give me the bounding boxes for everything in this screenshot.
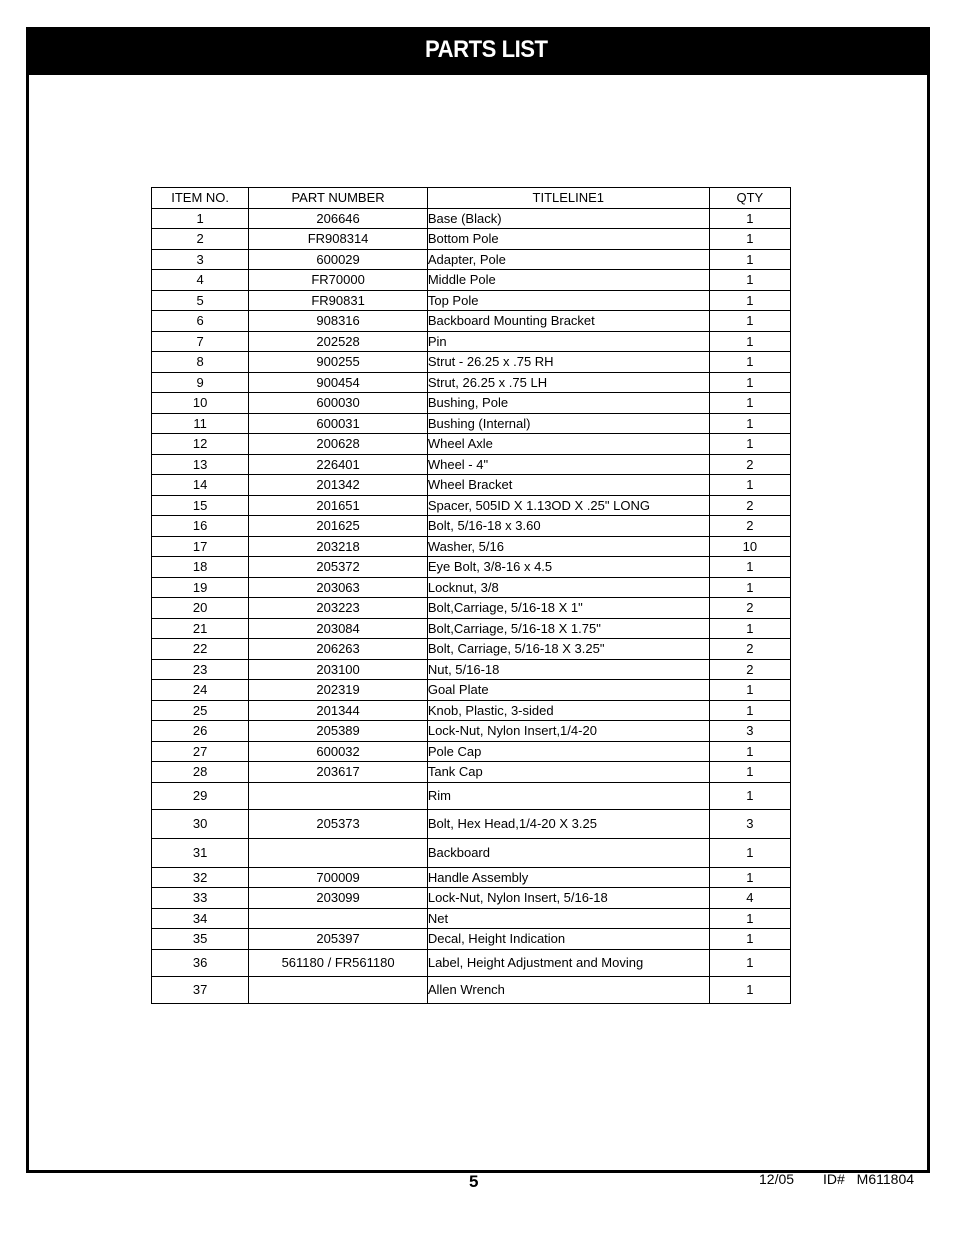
title-cell: Pin: [427, 331, 709, 352]
table-row: [152, 290, 791, 311]
qty-cell: 1: [709, 577, 790, 598]
part-number-cell: 600030: [249, 393, 428, 414]
item-no-cell: 7: [152, 331, 249, 352]
part-number-cell: 561180 / FR561180: [249, 949, 428, 976]
part-number-cell: 205389: [249, 721, 428, 742]
table-row: [152, 949, 791, 976]
table-row: [152, 782, 791, 809]
qty-cell: 1: [709, 976, 790, 1003]
title-cell: Backboard Mounting Bracket: [427, 311, 709, 332]
title-cell: Adapter, Pole: [427, 249, 709, 270]
part-number-cell: 600029: [249, 249, 428, 270]
table-row: [152, 659, 791, 680]
table-row: [152, 618, 791, 639]
item-no-cell: 13: [152, 454, 249, 475]
item-no-cell: 6: [152, 311, 249, 332]
part-number-cell: 203617: [249, 762, 428, 783]
table-row: [152, 908, 791, 929]
part-number-cell: 201625: [249, 516, 428, 537]
item-no-cell: 27: [152, 741, 249, 762]
part-number-cell: 201651: [249, 495, 428, 516]
title-cell: Lock-Nut, Nylon Insert,1/4-20: [427, 721, 709, 742]
qty-cell: 1: [709, 311, 790, 332]
item-no-cell: 26: [152, 721, 249, 742]
title-cell: Bolt,Carriage, 5/16-18 X 1.75": [427, 618, 709, 639]
item-no-cell: 8: [152, 352, 249, 373]
table-row: [152, 475, 791, 496]
part-number-cell: 600032: [249, 741, 428, 762]
qty-cell: 1: [709, 331, 790, 352]
title-cell: Knob, Plastic, 3-sided: [427, 700, 709, 721]
item-no-cell: 32: [152, 867, 249, 888]
table-row: [152, 976, 791, 1003]
qty-cell: 1: [709, 867, 790, 888]
qty-cell: 1: [709, 680, 790, 701]
title-cell: Bolt, Carriage, 5/16-18 X 3.25": [427, 639, 709, 660]
item-no-cell: 33: [152, 888, 249, 909]
item-no-cell: 37: [152, 976, 249, 1003]
part-number-cell: 202528: [249, 331, 428, 352]
qty-cell: 2: [709, 516, 790, 537]
qty-cell: 1: [709, 372, 790, 393]
title-cell: Locknut, 3/8: [427, 577, 709, 598]
table-row: [152, 536, 791, 557]
table-row: [152, 741, 791, 762]
title-cell: Bolt,Carriage, 5/16-18 X 1": [427, 598, 709, 619]
title-cell: Tank Cap: [427, 762, 709, 783]
table-row: [152, 721, 791, 742]
table-row: [152, 311, 791, 332]
table-row: [152, 838, 791, 867]
column-header-qty: QTY: [709, 188, 790, 209]
qty-cell: 1: [709, 782, 790, 809]
item-no-cell: 19: [152, 577, 249, 598]
item-no-cell: 3: [152, 249, 249, 270]
part-number-cell: 900454: [249, 372, 428, 393]
item-no-cell: 35: [152, 929, 249, 950]
table-row: [152, 352, 791, 373]
table-row: [152, 393, 791, 414]
part-number-cell: FR70000: [249, 270, 428, 291]
part-number-cell: [249, 976, 428, 1003]
table-row: [152, 434, 791, 455]
part-number-cell: 205373: [249, 809, 428, 838]
qty-cell: 1: [709, 741, 790, 762]
part-number-cell: 200628: [249, 434, 428, 455]
title-cell: Strut - 26.25 x .75 RH: [427, 352, 709, 373]
part-number-cell: [249, 782, 428, 809]
qty-cell: 1: [709, 290, 790, 311]
table-row: [152, 270, 791, 291]
item-no-cell: 4: [152, 270, 249, 291]
part-number-cell: 700009: [249, 867, 428, 888]
table-row: [152, 331, 791, 352]
footer-date: 12/05: [759, 1171, 795, 1187]
table-row: [152, 557, 791, 578]
title-cell: Bushing, Pole: [427, 393, 709, 414]
part-number-cell: 206263: [249, 639, 428, 660]
part-number-cell: 205397: [249, 929, 428, 950]
title-cell: Rim: [427, 782, 709, 809]
part-number-cell: 908316: [249, 311, 428, 332]
table-row: [152, 762, 791, 783]
title-cell: Bottom Pole: [427, 229, 709, 250]
item-no-cell: 21: [152, 618, 249, 639]
title-cell: Goal Plate: [427, 680, 709, 701]
table-header-row: [152, 188, 791, 209]
part-number-cell: 205372: [249, 557, 428, 578]
table-row: [152, 700, 791, 721]
item-no-cell: 30: [152, 809, 249, 838]
part-number-cell: 226401: [249, 454, 428, 475]
title-cell: Allen Wrench: [427, 976, 709, 1003]
title-cell: Eye Bolt, 3/8-16 x 4.5: [427, 557, 709, 578]
item-no-cell: 31: [152, 838, 249, 867]
qty-cell: 1: [709, 352, 790, 373]
table-row: [152, 413, 791, 434]
part-number-cell: [249, 908, 428, 929]
qty-cell: 3: [709, 809, 790, 838]
item-no-cell: 11: [152, 413, 249, 434]
title-cell: Top Pole: [427, 290, 709, 311]
qty-cell: 1: [709, 618, 790, 639]
title-cell: Nut, 5/16-18: [427, 659, 709, 680]
qty-cell: 2: [709, 598, 790, 619]
part-number-cell: FR90831: [249, 290, 428, 311]
qty-cell: 1: [709, 434, 790, 455]
title-cell: Lock-Nut, Nylon Insert, 5/16-18: [427, 888, 709, 909]
item-no-cell: 29: [152, 782, 249, 809]
table-row: [152, 867, 791, 888]
qty-cell: 1: [709, 229, 790, 250]
table-row: [152, 598, 791, 619]
table-row: [152, 495, 791, 516]
part-number-cell: 202319: [249, 680, 428, 701]
part-number-cell: 201342: [249, 475, 428, 496]
part-number-cell: 203099: [249, 888, 428, 909]
title-cell: Handle Assembly: [427, 867, 709, 888]
qty-cell: 1: [709, 908, 790, 929]
item-no-cell: 15: [152, 495, 249, 516]
item-no-cell: 24: [152, 680, 249, 701]
item-no-cell: 5: [152, 290, 249, 311]
item-no-cell: 22: [152, 639, 249, 660]
table-row: [152, 809, 791, 838]
qty-cell: 1: [709, 475, 790, 496]
qty-cell: 1: [709, 929, 790, 950]
table-row: [152, 249, 791, 270]
page-title: PARTS LIST: [425, 36, 548, 63]
item-no-cell: 34: [152, 908, 249, 929]
qty-cell: 4: [709, 888, 790, 909]
item-no-cell: 9: [152, 372, 249, 393]
footer-document-id: ID# M611804: [823, 1171, 915, 1187]
column-header-title: TITLELINE1: [427, 188, 709, 209]
table-row: [152, 577, 791, 598]
title-cell: Base (Black): [427, 208, 709, 229]
item-no-cell: 1: [152, 208, 249, 229]
item-no-cell: 36: [152, 949, 249, 976]
title-cell: Wheel - 4": [427, 454, 709, 475]
qty-cell: 10: [709, 536, 790, 557]
qty-cell: 1: [709, 949, 790, 976]
qty-cell: 1: [709, 762, 790, 783]
table-row: [152, 929, 791, 950]
part-number-cell: 203223: [249, 598, 428, 619]
item-no-cell: 28: [152, 762, 249, 783]
part-number-cell: 600031: [249, 413, 428, 434]
title-cell: Backboard: [427, 838, 709, 867]
part-number-cell: 203084: [249, 618, 428, 639]
item-no-cell: 20: [152, 598, 249, 619]
part-number-cell: FR908314: [249, 229, 428, 250]
title-cell: Bolt, 5/16-18 x 3.60: [427, 516, 709, 537]
qty-cell: 1: [709, 249, 790, 270]
part-number-cell: 203063: [249, 577, 428, 598]
table-row: [152, 454, 791, 475]
table-row: [152, 888, 791, 909]
part-number-cell: 900255: [249, 352, 428, 373]
part-number-cell: [249, 838, 428, 867]
qty-cell: 2: [709, 659, 790, 680]
title-cell: Strut, 26.25 x .75 LH: [427, 372, 709, 393]
parts-table-body: [152, 208, 791, 1003]
title-cell: Wheel Axle: [427, 434, 709, 455]
table-row: [152, 229, 791, 250]
qty-cell: 2: [709, 495, 790, 516]
part-number-cell: 206646: [249, 208, 428, 229]
title-cell: Spacer, 505ID X 1.13OD X .25" LONG: [427, 495, 709, 516]
table-row: [152, 639, 791, 660]
title-cell: Net: [427, 908, 709, 929]
qty-cell: 1: [709, 393, 790, 414]
part-number-cell: 203218: [249, 536, 428, 557]
qty-cell: 1: [709, 413, 790, 434]
title-cell: Label, Height Adjustment and Moving: [427, 949, 709, 976]
title-cell: Wheel Bracket: [427, 475, 709, 496]
item-no-cell: 25: [152, 700, 249, 721]
table-row: [152, 208, 791, 229]
qty-cell: 2: [709, 639, 790, 660]
qty-cell: 1: [709, 208, 790, 229]
qty-cell: 1: [709, 270, 790, 291]
item-no-cell: 17: [152, 536, 249, 557]
title-cell: Bushing (Internal): [427, 413, 709, 434]
part-number-cell: 201344: [249, 700, 428, 721]
table-row: [152, 372, 791, 393]
title-cell: Decal, Height Indication: [427, 929, 709, 950]
qty-cell: 1: [709, 700, 790, 721]
part-number-cell: 203100: [249, 659, 428, 680]
item-no-cell: 14: [152, 475, 249, 496]
header-bar: [29, 30, 927, 75]
table-row: [152, 680, 791, 701]
column-header-item-no: ITEM NO.: [152, 188, 249, 209]
table-row: [152, 516, 791, 537]
qty-cell: 1: [709, 557, 790, 578]
qty-cell: 3: [709, 721, 790, 742]
item-no-cell: 18: [152, 557, 249, 578]
item-no-cell: 10: [152, 393, 249, 414]
page-number: 5: [469, 1172, 479, 1191]
title-cell: Middle Pole: [427, 270, 709, 291]
item-no-cell: 16: [152, 516, 249, 537]
title-cell: Bolt, Hex Head,1/4-20 X 3.25: [427, 809, 709, 838]
item-no-cell: 2: [152, 229, 249, 250]
parts-table: [151, 187, 791, 1004]
item-no-cell: 23: [152, 659, 249, 680]
item-no-cell: 12: [152, 434, 249, 455]
qty-cell: 1: [709, 838, 790, 867]
title-cell: Washer, 5/16: [427, 536, 709, 557]
title-cell: Pole Cap: [427, 741, 709, 762]
column-header-part-number: PART NUMBER: [249, 188, 428, 209]
qty-cell: 2: [709, 454, 790, 475]
